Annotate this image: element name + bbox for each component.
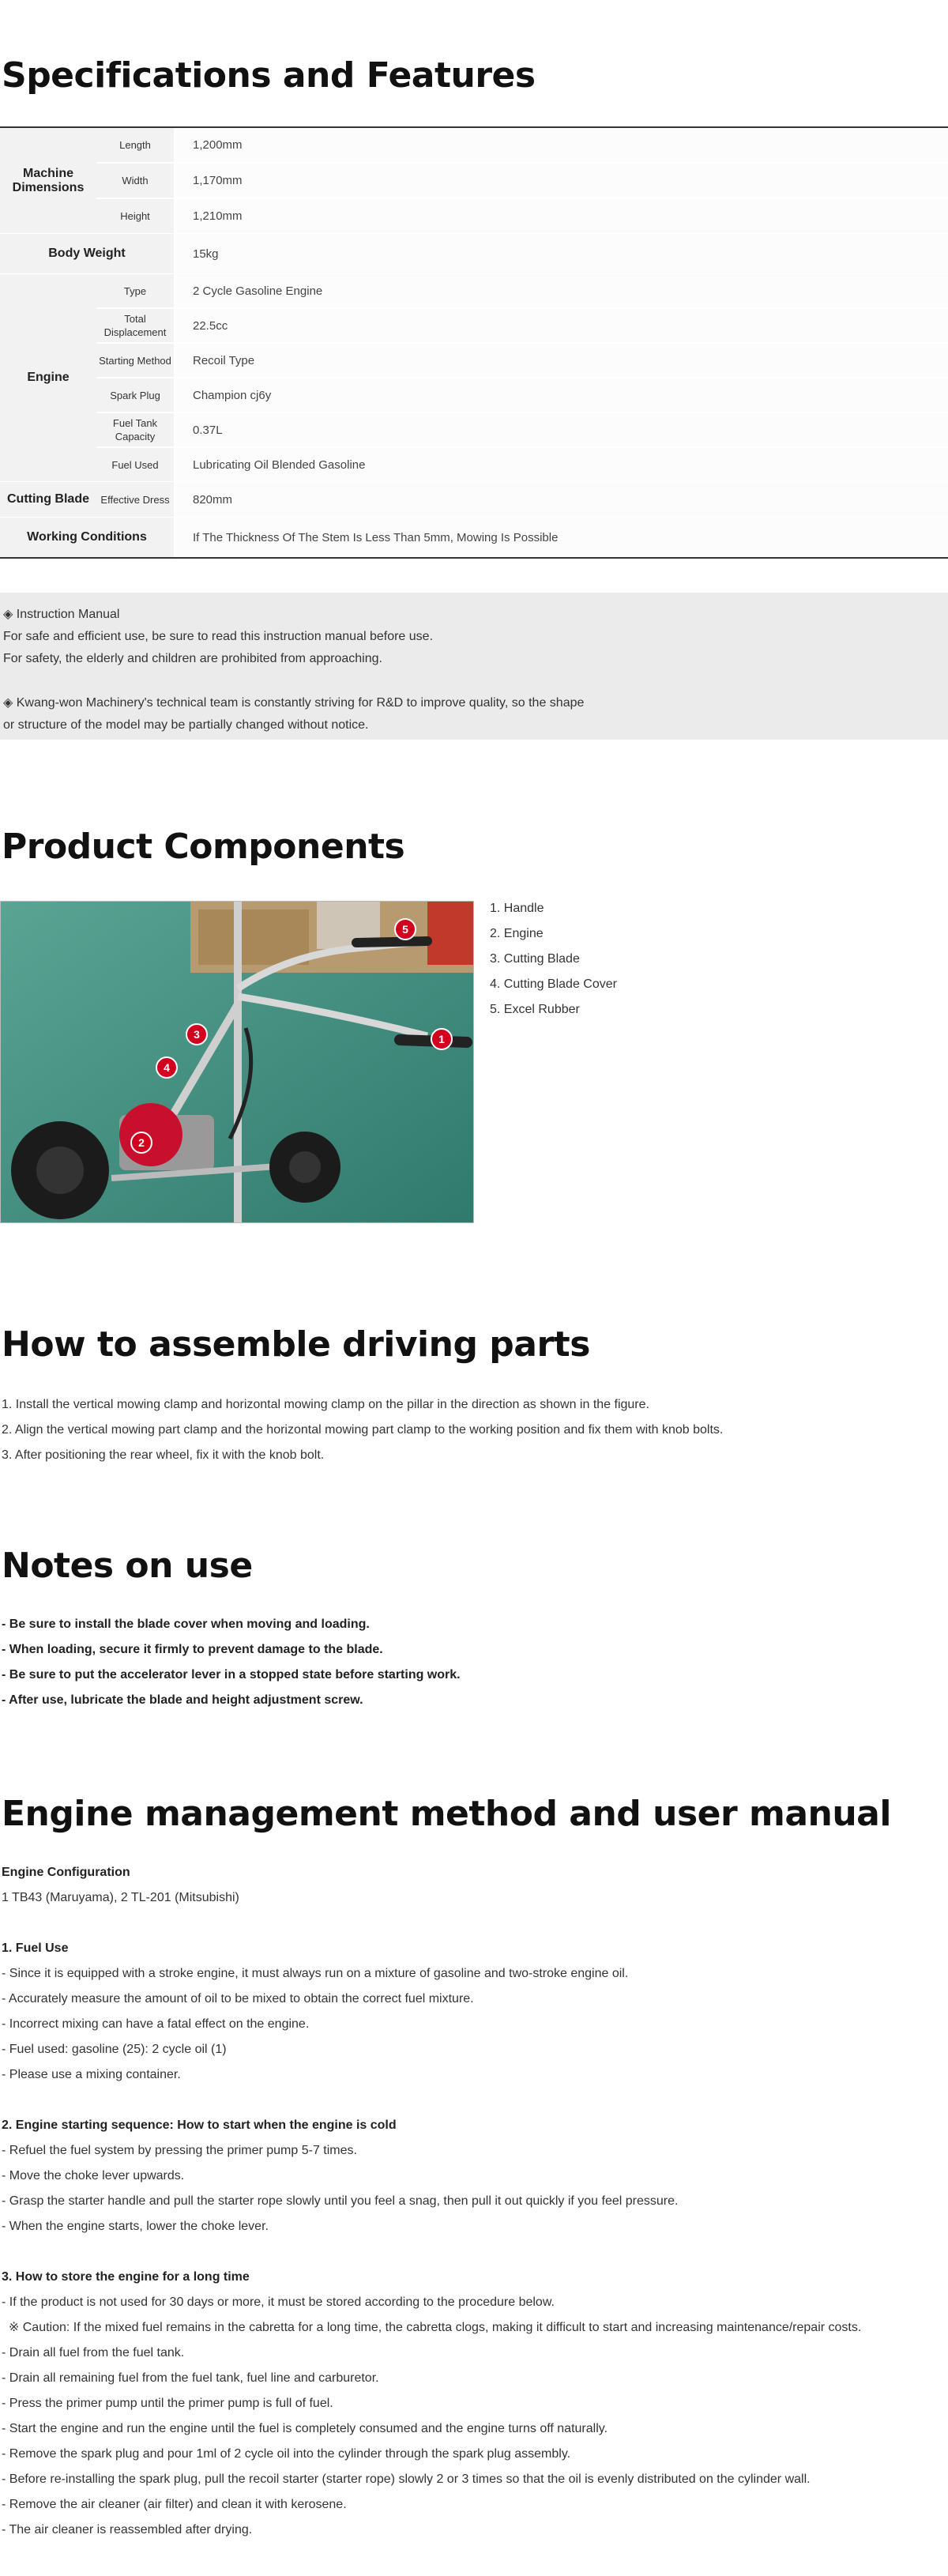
spacer — [2, 1911, 861, 1936]
spec-value: 1,210mm — [174, 199, 948, 233]
notice-line: or structure of the model may be partially changed without notice. — [3, 718, 369, 732]
store-line: - Start the engine and run the engine until the fuel is completely consumed and the engine turns off naturally. — [2, 2422, 608, 2435]
marker-5 — [395, 919, 416, 940]
start-line: - Refuel the fuel system by pressing the primer pump 5-7 times. — [2, 2144, 357, 2157]
store-line: - Press the primer pump until the primer pump is full of fuel. — [2, 2397, 333, 2410]
notice-line: For safety, the elderly and children are prohibited from approaching. — [3, 652, 382, 665]
store-line: - Drain all fuel from the fuel tank. — [2, 2346, 185, 2359]
spec-category: Body Weight — [0, 234, 174, 273]
note-item: - When loading, secure it firmly to prevent damage to the blade. — [2, 1643, 383, 1656]
engine-title: Engine management method and user manual — [2, 1794, 891, 1834]
spacer — [2, 2088, 861, 2113]
fuel-line: - Please use a mixing container. — [2, 2068, 181, 2081]
spec-value: 1,200mm — [174, 128, 948, 162]
mower-illustration — [1, 902, 473, 1222]
fuel-line: - Fuel used: gasoline (25): 2 cycle oil (1) — [2, 2043, 227, 2056]
spec-label: Length — [96, 128, 174, 162]
spec-label: Type — [96, 274, 174, 307]
notice-line: ◈ Kwang-won Machinery's technical team is constantly striving for R&D to improve quality, so the shape — [3, 696, 585, 710]
svg-text:4: 4 — [164, 1061, 170, 1074]
spec-value: 1,170mm — [174, 164, 948, 198]
fuel-heading: 1. Fuel Use — [2, 1941, 69, 1955]
spec-value: Recoil Type — [174, 344, 948, 377]
spec-category: Cutting Blade — [0, 482, 96, 517]
component-item: 5. Excel Rubber — [490, 1003, 580, 1016]
spec-row-conditions — [0, 518, 948, 557]
spec-label: Effective Dress — [96, 482, 174, 517]
spec-row-dimensions — [0, 128, 948, 234]
marker-4 — [156, 1057, 177, 1078]
assembly-step: 3. After positioning the rear wheel, fix it with the knob bolt. — [2, 1448, 325, 1462]
notes-list — [2, 1612, 461, 1713]
assembly-step: 2. Align the vertical mowing part clamp and the horizontal mowing part clamp to the working position and fix them with knob bolts. — [2, 1423, 724, 1437]
notice-line: For safe and efficient use, be sure to read this instruction manual before use. — [3, 630, 434, 643]
svg-text:2: 2 — [138, 1136, 145, 1149]
store-line: - If the product is not used for 30 days or more, it must be stored according to the procedure below. — [2, 2295, 555, 2309]
fuel-line: - Incorrect mixing can have a fatal effect on the engine. — [2, 2017, 310, 2031]
assembly-title: How to assemble driving parts — [2, 1324, 590, 1365]
start-line: - Move the choke lever upwards. — [2, 2169, 185, 2182]
note-item: - After use, lubricate the blade and height adjustment screw. — [2, 1693, 363, 1707]
spec-row-blade — [0, 482, 948, 518]
store-line: - The air cleaner is reassembled after drying. — [2, 2523, 253, 2536]
config-line: 1 TB43 (Maruyama), 2 TL-201 (Mitsubishi) — [2, 1891, 239, 1904]
spec-title: Specifications and Features — [2, 55, 536, 96]
svg-text:5: 5 — [402, 923, 408, 936]
spec-category: Engine — [0, 274, 96, 481]
instruction-notice — [0, 593, 948, 740]
components-list — [490, 896, 617, 1022]
spec-value: If The Thickness Of The Stem Is Less Than 5mm, Mowing Is Possible — [174, 518, 948, 557]
fuel-line: - Since it is equipped with a stroke engine, it must always run on a mixture of gasoline and two-stroke engine oil. — [2, 1967, 629, 1980]
spec-label: Height — [96, 199, 174, 233]
product-photo — [0, 901, 474, 1223]
notice-line: ◈ Instruction Manual — [3, 608, 120, 621]
component-item: 3. Cutting Blade — [490, 952, 580, 966]
spec-row-engine — [0, 274, 948, 482]
spec-value: Champion cj6y — [174, 378, 948, 412]
notes-title: Notes on use — [2, 1546, 253, 1586]
store-line: ※ Caution: If the mixed fuel remains in the cabretta for a long time, the cabretta clogs, making it difficult to start and increasing maintenance/repair costs. — [2, 2321, 862, 2334]
spec-value: 22.5cc — [174, 309, 948, 342]
component-item: 4. Cutting Blade Cover — [490, 977, 617, 991]
spec-category: Machine Dimensions — [0, 128, 96, 233]
components-title: Product Components — [2, 827, 405, 867]
marker-2 — [131, 1132, 152, 1153]
spec-value: 15kg — [174, 234, 948, 273]
spec-label: Starting Method — [96, 344, 174, 377]
component-item: 2. Engine — [490, 927, 544, 940]
spec-label: Width — [96, 164, 174, 198]
store-line: - Drain all remaining fuel from the fuel tank, fuel line and carburetor. — [2, 2371, 379, 2385]
spec-label: Total Displacement — [96, 309, 174, 342]
spec-label: Fuel Used — [96, 448, 174, 481]
component-item: 1. Handle — [490, 902, 544, 915]
note-item: - Be sure to put the accelerator lever in a stopped state before starting work. — [2, 1668, 461, 1682]
start-line: - When the engine starts, lower the choke lever. — [2, 2220, 269, 2233]
notice-spacer — [3, 670, 945, 692]
spec-label: Fuel Tank Capacity — [96, 413, 174, 446]
note-item: - Be sure to install the blade cover when moving and loading. — [2, 1618, 370, 1631]
svg-text:1: 1 — [438, 1033, 445, 1045]
spec-category: Working Conditions — [0, 518, 174, 557]
marker-3 — [186, 1024, 207, 1045]
fuel-line: - Accurately measure the amount of oil to be mixed to obtain the correct fuel mixture. — [2, 1992, 474, 2005]
spec-value: 820mm — [174, 482, 948, 517]
marker-1 — [431, 1029, 452, 1049]
spec-value: 2 Cycle Gasoline Engine — [174, 274, 948, 307]
assembly-step: 1. Install the vertical mowing clamp and horizontal mowing clamp on the pillar in the direction as shown in the figure. — [2, 1398, 649, 1411]
spec-value: 0.37L — [174, 413, 948, 446]
spacer — [2, 2239, 861, 2265]
config-heading: Engine Configuration — [2, 1866, 130, 1879]
engine-manual — [2, 1860, 861, 2543]
store-line: - Before re-installing the spark plug, pull the recoil starter (starter rope) slowly 2 or 3 times so that the oil is evenly distributed on the cylinder wall. — [2, 2472, 811, 2486]
start-line: - Grasp the starter handle and pull the starter rope slowly until you feel a snag, then pull it out quickly if you feel pressure. — [2, 2194, 679, 2208]
start-heading: 2. Engine starting sequence: How to start when the engine is cold — [2, 2118, 397, 2132]
store-heading: 3. How to store the engine for a long time — [2, 2270, 250, 2284]
store-line: - Remove the air cleaner (air filter) and clean it with kerosene. — [2, 2498, 347, 2511]
store-line: - Remove the spark plug and pour 1ml of 2 cycle oil into the cylinder through the spark plug assembly. — [2, 2447, 571, 2461]
spec-table — [0, 126, 948, 559]
spec-row-weight — [0, 234, 948, 274]
svg-text:3: 3 — [194, 1028, 200, 1041]
assembly-steps — [2, 1392, 723, 1468]
spec-label: Spark Plug — [96, 378, 174, 412]
spec-value: Lubricating Oil Blended Gasoline — [174, 448, 948, 481]
